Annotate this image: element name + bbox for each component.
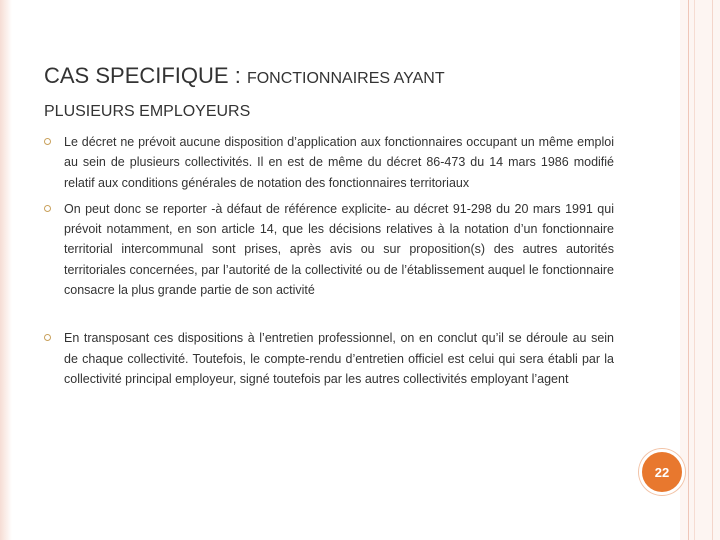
bullet-circle-icon: [44, 138, 51, 145]
bullet-item: [44, 199, 614, 300]
bullet-text: On peut donc se reporter -à défaut de référence explicite- au décret 91-298 du 20 mars 1991 qui prévoit notamment, en son article 14, que les décisions relatives à la notation d’un fonctionnaire territorial intercommunal sont prises, après avis ou sur proposition(s) des autres autorités territoriales concernées, par l’autorité de la collectivité ou de l’établissement auquel le fonctionnaire consacre la plus grande partie de son activité: [64, 201, 614, 298]
left-decorative-edge: [0, 0, 12, 540]
bullet-circle-icon: [44, 205, 51, 212]
bullet-item: [44, 328, 614, 389]
page-number: 22: [654, 464, 670, 480]
right-decorative-line: [688, 0, 689, 540]
page-number-badge: [639, 449, 685, 495]
title-line-2: PLUSIEURS EMPLOYEURS: [44, 103, 251, 120]
slide-title: [44, 54, 644, 122]
right-decorative-band: [680, 0, 720, 540]
title-line-1: [44, 63, 445, 88]
title-main: CAS SPECIFIQUE :: [44, 63, 247, 88]
title-small: FONCTIONNAIRES AYANT: [246, 70, 445, 87]
bullet-text: Le décret ne prévoit aucune disposition d’application aux fonctionnaires occupant un même emploi au sein de plusieurs collectivités. Il en est de même du décret 86-473 du 14 mars 1986 modifié relatif aux conditions générales de notation des fonctionnaires territoriaux: [64, 135, 614, 190]
right-decorative-line: [694, 0, 695, 540]
bullet-list: [44, 132, 614, 389]
bullet-item: [44, 132, 614, 193]
right-decorative-line: [712, 0, 713, 540]
bullet-circle-icon: [44, 334, 51, 341]
bullet-text: En transposant ces dispositions à l’entretien professionnel, on en conclut qu’il se déroule au sein de chaque collectivité. Toutefois, le compte-rendu d’entretien officiel est celui qui sera établi par la collectivité principal employeur, signé toutefois par les autres collectivités employant l’agent: [64, 331, 614, 386]
